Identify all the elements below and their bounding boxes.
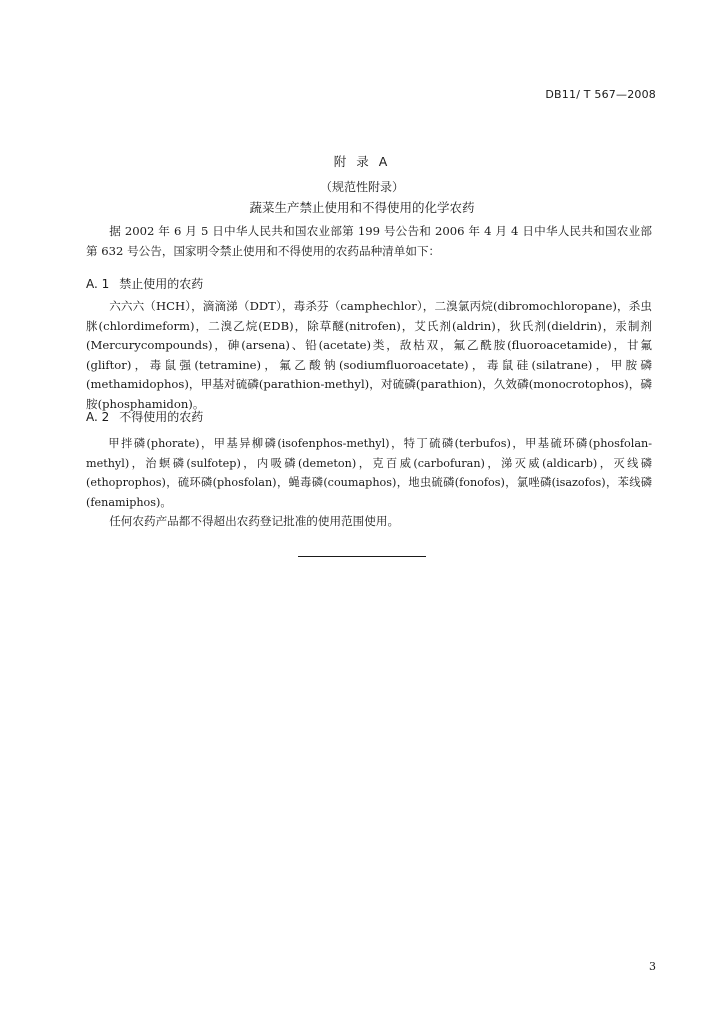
appendix-title: 附 录 A <box>333 154 391 169</box>
section-a1-title: 禁止使用的农药 <box>119 277 204 291</box>
intro-paragraph: 据 2002 年 6 月 5 日中华人民共和国农业部第 199 号公告和 2006 年 4 月 4 日中华人民共和国农业部第 632 号公告，国家明令禁止使用和不得使用的农药品种清单如下： <box>86 224 652 258</box>
section-a1-body: 六六六（HCH），滴滴涕（DDT），毒杀芬（camphechlor），二溴氯丙烷(dibromochloropane)，杀虫脒(chlordimeform)，二溴乙烷(EDB)，除草醚(nitrofen)，艾氏剂(aldrin)，狄氏剂(dieldrin)，汞制剂(Mercurycompounds)，砷(arsena)、铅(acetate)类，敌枯双，氟乙酰胺(fluoroacetamide)，甘氟(gliftor)，毒鼠强(tetramine)，氟乙酸钠(sodiumfluoroacetate)，毒鼠硅(silatrane)，甲胺磷(methamidophos)，甲基对硫磷(parathion-methyl)，对硫磷(parathion)，久效磷(monocrotophos)，磷胺(phosphamidon)。 <box>86 299 652 411</box>
section-a2-number: A. 2 <box>86 410 110 424</box>
end-of-appendix-rule <box>298 556 426 557</box>
section-a2-heading <box>86 408 203 425</box>
section-a2-body: 甲拌磷(phorate)，甲基异柳磷(isofenphos-methyl)，特丁硫磷(terbufos)，甲基硫环磷(phosfolan-methyl)，治螟磷(sulfotep)，内吸磷(demeton)，克百威(carbofuran)，涕灭威(aldicarb)，灭线磷(ethoprophos)，硫环磷(phosfolan)，蝇毒磷(coumaphos)，地虫硫磷(fonofos)，氯唑磷(isazofos)，苯线磷(fenamiphos)。 <box>86 437 652 509</box>
page-number: 3 <box>649 960 656 973</box>
standard-code: DB11/ T 567—2008 <box>545 88 656 101</box>
appendix-heading: 蔬菜生产禁止使用和不得使用的化学农药 <box>249 200 475 215</box>
section-a2-title: 不得使用的农药 <box>119 410 204 424</box>
appendix-type: （规范性附录） <box>319 180 404 194</box>
section-a1-number: A. 1 <box>86 277 110 291</box>
section-a2-note: 任何农药产品都不得超出农药登记批准的使用范围使用。 <box>109 514 400 528</box>
section-a1-heading <box>86 275 203 292</box>
